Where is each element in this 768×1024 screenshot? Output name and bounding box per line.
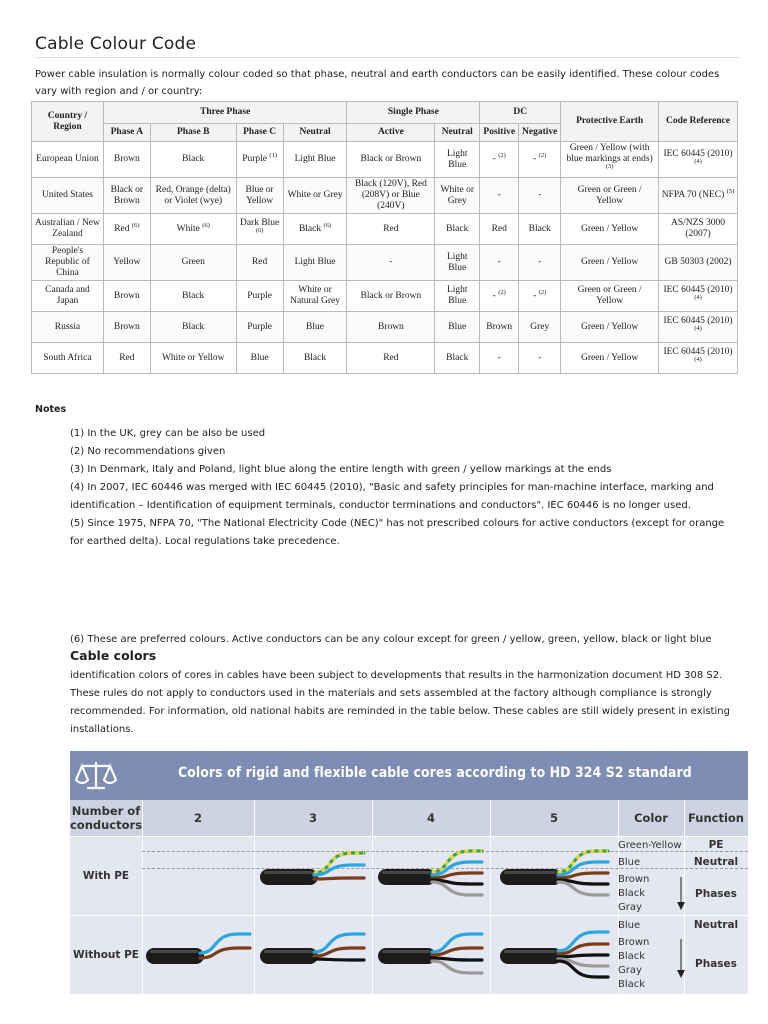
cable-colors-heading: Cable colors bbox=[70, 648, 157, 663]
table-cell-n bbox=[283, 142, 347, 178]
footnote-ref: (4) bbox=[694, 324, 702, 332]
table-cell-n bbox=[283, 343, 347, 374]
cell-text: Black (120V), Red (208V) or Blue (240V) bbox=[354, 179, 427, 211]
wire-brown bbox=[314, 878, 364, 879]
table-cell-active bbox=[347, 312, 435, 343]
colour-code-table bbox=[31, 101, 738, 374]
cable-highlight bbox=[382, 871, 430, 874]
table-cell-a bbox=[103, 281, 150, 312]
table-cell-a bbox=[103, 245, 150, 281]
cell-text: Green / Yellow (with blue markings at ends) bbox=[566, 143, 653, 164]
cell-text: Russia bbox=[54, 321, 81, 332]
cable-highlight bbox=[150, 950, 198, 953]
table-cell-neg bbox=[519, 312, 561, 343]
note-item-6: (6) These are preferred colours. Active conductors can be any colour except for green / yellow, green, yellow, black or light blue bbox=[70, 634, 712, 645]
table-cell-pe bbox=[561, 281, 659, 312]
cell-text: Green or Green / Yellow bbox=[577, 285, 642, 306]
header-neutral-single: Neutral bbox=[435, 124, 480, 142]
cell-text: White or Yellow bbox=[161, 352, 225, 363]
cell-text: Blue bbox=[306, 321, 324, 332]
footnote-ref: (5) bbox=[726, 187, 735, 195]
header-code-reference: Code Reference bbox=[659, 102, 738, 142]
table-row bbox=[32, 281, 738, 312]
table-cell-n1 bbox=[435, 142, 480, 178]
table-cell-pos bbox=[480, 245, 519, 281]
table-cell-country bbox=[32, 343, 104, 374]
table-cell-n1 bbox=[435, 245, 480, 281]
notes-heading: Notes bbox=[35, 404, 67, 415]
cell-text: Black bbox=[303, 352, 327, 363]
cell-text: Blue or Yellow bbox=[245, 184, 274, 206]
table-cell-pos bbox=[480, 343, 519, 374]
color-green-yellow: Green-Yellow bbox=[618, 840, 682, 851]
function-neutral: Neutral bbox=[693, 856, 739, 868]
table-row bbox=[32, 142, 738, 178]
table-cell-active bbox=[347, 281, 435, 312]
table-cell-code bbox=[659, 281, 738, 312]
cell-text: Green bbox=[181, 257, 205, 267]
cell-text: Green / Yellow bbox=[580, 321, 639, 332]
function-neutral: Neutral bbox=[693, 919, 739, 931]
table-cell-n1 bbox=[435, 343, 480, 374]
note-item: (1) In the UK, grey can be also be used bbox=[70, 428, 266, 439]
table-cell-country bbox=[32, 312, 104, 343]
table-cell-c bbox=[236, 281, 283, 312]
header-4: 4 bbox=[426, 811, 435, 825]
cell-text: - bbox=[492, 154, 496, 164]
table-cell-b bbox=[150, 142, 236, 178]
cell-text: - bbox=[533, 290, 537, 301]
table-cell-a bbox=[103, 312, 150, 343]
table-cell-c bbox=[236, 312, 283, 343]
note-item: (3) In Denmark, Italy and Poland, light blue along the entire length with green / yellow markings at the ends bbox=[70, 464, 612, 475]
table-cell-pos bbox=[480, 178, 519, 214]
table-cell-active bbox=[347, 142, 435, 178]
cell-text: Brown bbox=[113, 290, 140, 301]
footnote-ref: (2) bbox=[498, 151, 506, 159]
cell-text: Blue bbox=[448, 321, 467, 332]
cell-text: United States bbox=[41, 190, 93, 200]
table-cell-b bbox=[150, 312, 236, 343]
cell-text: Red bbox=[383, 352, 399, 363]
footnote-ref: (6) bbox=[131, 221, 140, 229]
cell-text: Green / Yellow bbox=[580, 352, 639, 363]
cell-text: Purple bbox=[247, 321, 273, 332]
cell-text: NFPA 70 (NEC) bbox=[661, 190, 725, 200]
header-2: 2 bbox=[193, 811, 202, 825]
cell-text: Red, Orange (delta) or Violet (wye) bbox=[155, 184, 231, 206]
cell-text: Canada and Japan bbox=[45, 285, 90, 306]
table-cell-a bbox=[103, 343, 150, 374]
figure-title: Colors of rigid and flexible cable cores according to HD 324 S2 standard bbox=[178, 765, 692, 781]
header-country: Country / Region bbox=[32, 102, 104, 142]
footnote-ref: (3) bbox=[605, 162, 614, 170]
footnote-ref: (2) bbox=[538, 151, 547, 159]
cell-text: - bbox=[538, 352, 542, 363]
cell-text: South Africa bbox=[43, 352, 92, 363]
table-cell-active bbox=[347, 343, 435, 374]
footnote-ref: (6) bbox=[255, 226, 264, 234]
cell-text: Red bbox=[383, 223, 399, 234]
cell-text: Green / Yellow bbox=[580, 257, 639, 267]
table-cell-neg bbox=[519, 214, 561, 245]
header-neutral: Neutral bbox=[283, 124, 347, 142]
cell-text: People's Republic of China bbox=[45, 246, 90, 278]
table-cell-c bbox=[236, 214, 283, 245]
cell-text: Light Blue bbox=[446, 285, 468, 306]
footnote-ref: (6) bbox=[323, 221, 332, 229]
cell-text: Black bbox=[182, 154, 205, 164]
header-3: 3 bbox=[308, 811, 317, 825]
table-cell-neg bbox=[519, 245, 561, 281]
note-item: (4) In 2007, IEC 60446 was merged with IEC 60445 (2010), "Basic and safety principles for man-machine interface, marking and identification – Identification of equipment terminals, conductor terminations and conductors". IEC 60446 is no longer used. bbox=[70, 482, 714, 511]
header-5: 5 bbox=[549, 811, 558, 825]
wire-black bbox=[314, 959, 364, 960]
table-cell-active bbox=[347, 214, 435, 245]
table-cell-pe bbox=[561, 178, 659, 214]
footnote-ref: (1) bbox=[269, 151, 277, 159]
table-cell-b bbox=[150, 214, 236, 245]
cable-highlight bbox=[264, 871, 312, 874]
cell-text: - bbox=[538, 190, 542, 200]
footnote-ref: (2) bbox=[498, 288, 506, 296]
table-cell-pe bbox=[561, 245, 659, 281]
header-phase-c: Phase C bbox=[236, 124, 283, 142]
header-single-phase: Single Phase bbox=[347, 102, 480, 124]
cell-text: Red bbox=[114, 223, 130, 234]
table-cell-code bbox=[659, 142, 738, 178]
cell-text: Green / Yellow bbox=[580, 223, 639, 234]
color-brown: Brown bbox=[618, 937, 650, 948]
title-divider bbox=[35, 57, 740, 58]
cell-text: - bbox=[538, 257, 542, 267]
color-brown: Brown bbox=[618, 874, 650, 885]
table-cell-n bbox=[283, 178, 347, 214]
footnote-ref: (6) bbox=[202, 221, 210, 229]
table-cell-country bbox=[32, 178, 104, 214]
table-cell-n1 bbox=[435, 312, 480, 343]
footnote-ref: (4) bbox=[694, 355, 702, 363]
cell-text: - bbox=[389, 257, 393, 267]
table-cell-n1 bbox=[435, 281, 480, 312]
footnote-ref: (4) bbox=[694, 293, 702, 301]
cell-text: Red bbox=[251, 257, 268, 267]
row-label-without-pe: Without PE bbox=[73, 949, 139, 961]
header-three-phase: Three Phase bbox=[103, 102, 347, 124]
header-active: Active bbox=[347, 124, 435, 142]
cable-colors-paragraph: identification colors of cores in cables have been subject to developments that results in the harmonization document HD 308 S2. These rules do not apply to conductors used in the materials and sets assembled at the factory although compliance is strongly recommended. For information, old national habits are reminded in the table below. These cables are still widely present in existing installations. bbox=[70, 670, 730, 735]
cell-text: White or Grey bbox=[440, 184, 475, 206]
color-blue: Blue bbox=[618, 857, 641, 868]
table-cell-n1 bbox=[435, 214, 480, 245]
cell-text: Black or Brown bbox=[360, 154, 422, 164]
header-color: Color bbox=[634, 811, 668, 825]
color-gray: Gray bbox=[618, 902, 642, 913]
notes-list bbox=[70, 425, 735, 551]
table-cell-neg bbox=[519, 142, 561, 178]
note-item: (5) Since 1975, NFPA 70, "The National Electricity Code (NEC)" has not prescribed colours for active conductors (except for orange for earthed delta). Local regulations take precedence. bbox=[70, 518, 725, 547]
header-positive: Positive bbox=[480, 124, 519, 142]
table-cell-c bbox=[236, 178, 283, 214]
table-cell-pos bbox=[480, 142, 519, 178]
color-black: Black bbox=[618, 979, 646, 990]
footnote-ref: (2) bbox=[538, 288, 547, 296]
cell-text: - bbox=[497, 352, 501, 363]
function-phases: Phases bbox=[695, 888, 737, 900]
cell-text: Grey bbox=[530, 321, 550, 332]
cell-text: Black or Brown bbox=[110, 184, 144, 206]
table-cell-code bbox=[659, 214, 738, 245]
color-black: Black bbox=[618, 951, 646, 962]
table-cell-b bbox=[150, 343, 236, 374]
table-cell-active bbox=[347, 245, 435, 281]
note-item: (2) No recommendations given bbox=[70, 446, 226, 457]
footnote-ref: (4) bbox=[694, 157, 702, 165]
cell-text: Dark Blue bbox=[239, 218, 280, 228]
cell-text: AS/NZS 3000 (2007) bbox=[670, 218, 726, 239]
table-cell-n1 bbox=[435, 178, 480, 214]
table-cell-n bbox=[283, 281, 347, 312]
color-gray: Gray bbox=[618, 965, 642, 976]
table-cell-a bbox=[103, 214, 150, 245]
table-cell-code bbox=[659, 343, 738, 374]
table-cell-code bbox=[659, 312, 738, 343]
header-phase-b: Phase B bbox=[150, 124, 236, 142]
wire-gray bbox=[432, 961, 482, 973]
table-cell-country bbox=[32, 214, 104, 245]
cell-text: IEC 60445 (2010) bbox=[663, 347, 733, 357]
cell-text: Black bbox=[182, 290, 205, 301]
cell-text: Brown bbox=[113, 154, 140, 164]
cell-text: IEC 60445 (2010) bbox=[663, 316, 733, 326]
cell-text: Purple bbox=[247, 290, 273, 301]
cell-text: Green or Green / Yellow bbox=[577, 184, 642, 206]
table-cell-pos bbox=[480, 214, 519, 245]
cell-text: Black or Brown bbox=[360, 290, 422, 301]
table-cell-b bbox=[150, 178, 236, 214]
table-row bbox=[32, 245, 738, 281]
cell-text: European Union bbox=[36, 154, 99, 164]
header-negative: Negative bbox=[519, 124, 561, 142]
table-cell-pe bbox=[561, 214, 659, 245]
row-label-with-pe: With PE bbox=[82, 870, 130, 882]
table-cell-code bbox=[659, 245, 738, 281]
cell-text: GB 50303 (2002) bbox=[664, 257, 732, 267]
cell-text: - bbox=[533, 154, 537, 164]
table-cell-c bbox=[236, 245, 283, 281]
table-cell-active bbox=[347, 178, 435, 214]
table-cell-a bbox=[103, 142, 150, 178]
table-cell-b bbox=[150, 245, 236, 281]
cell-text: Blue bbox=[250, 352, 269, 363]
function-phases: Phases bbox=[695, 958, 737, 970]
cell-text: Light Blue bbox=[446, 251, 468, 273]
table-row bbox=[32, 214, 738, 245]
table-cell-n bbox=[283, 214, 347, 245]
cable-illustrations bbox=[70, 751, 748, 994]
cell-text: Light Blue bbox=[294, 257, 336, 267]
cell-text: Brown bbox=[377, 321, 404, 332]
table-cell-country bbox=[32, 142, 104, 178]
table-cell-neg bbox=[519, 281, 561, 312]
header-phase-a: Phase A bbox=[103, 124, 150, 142]
table-cell-pos bbox=[480, 312, 519, 343]
cell-text: - bbox=[497, 190, 501, 200]
cell-text: - bbox=[497, 257, 501, 267]
table-cell-pe bbox=[561, 343, 659, 374]
table-cell-a bbox=[103, 178, 150, 214]
table-cell-neg bbox=[519, 343, 561, 374]
table-cell-n bbox=[283, 245, 347, 281]
header-number-of-conductors: Number of conductors bbox=[69, 804, 143, 832]
table-cell-b bbox=[150, 281, 236, 312]
cell-text: Red bbox=[119, 352, 135, 363]
table-row bbox=[32, 343, 738, 374]
cell-text: Red bbox=[491, 223, 507, 234]
table-cell-code bbox=[659, 178, 738, 214]
cell-text: Black bbox=[182, 321, 205, 332]
cell-text: Black bbox=[298, 223, 322, 234]
color-blue: Blue bbox=[618, 920, 641, 931]
page-title: Cable Colour Code bbox=[35, 34, 197, 54]
wire-black bbox=[558, 955, 608, 957]
cell-text: White bbox=[176, 223, 200, 234]
table-cell-country bbox=[32, 245, 104, 281]
cable-highlight bbox=[504, 871, 556, 874]
table-cell-pe bbox=[561, 312, 659, 343]
header-function: Function bbox=[687, 811, 744, 825]
wire-blue bbox=[558, 932, 608, 951]
cell-text: Brown bbox=[486, 321, 513, 332]
cell-text: Australian / New Zealand bbox=[34, 218, 100, 239]
cell-text: Light Blue bbox=[446, 148, 468, 170]
table-cell-country bbox=[32, 281, 104, 312]
table-cell-pos bbox=[480, 281, 519, 312]
cell-text: Light Blue bbox=[294, 154, 336, 164]
cell-text: Purple bbox=[242, 154, 268, 164]
cell-text: Yellow bbox=[113, 257, 141, 267]
cell-text: White or Natural Grey bbox=[290, 285, 340, 306]
cell-text: IEC 60445 (2010) bbox=[663, 148, 733, 159]
intro-paragraph: Power cable insulation is normally colour coded so that phase, neutral and earth conductors can be easily identified. These colour codes vary with region and / or country: bbox=[35, 69, 720, 97]
cell-text: IEC 60445 (2010) bbox=[663, 285, 733, 295]
cable-highlight bbox=[264, 950, 312, 953]
table-row bbox=[32, 178, 738, 214]
table-cell-c bbox=[236, 142, 283, 178]
cell-text: Brown bbox=[113, 321, 140, 332]
table-row bbox=[32, 312, 738, 343]
cell-text: Black bbox=[446, 223, 469, 234]
table-cell-pe bbox=[561, 142, 659, 178]
cable-highlight bbox=[382, 950, 430, 953]
cable-cores-figure bbox=[70, 751, 748, 994]
header-dc: DC bbox=[480, 102, 561, 124]
wire-black bbox=[432, 958, 482, 960]
function-pe: PE bbox=[708, 839, 724, 851]
cell-text: - bbox=[492, 290, 496, 301]
cell-text: White or Grey bbox=[287, 190, 343, 200]
cable-highlight bbox=[504, 950, 556, 953]
table-cell-c bbox=[236, 343, 283, 374]
header-protective-earth: Protective Earth bbox=[561, 102, 659, 142]
table-cell-n bbox=[283, 312, 347, 343]
color-black: Black bbox=[618, 888, 646, 899]
table-cell-neg bbox=[519, 178, 561, 214]
cell-text: Black bbox=[446, 352, 469, 363]
cell-text: Black bbox=[528, 223, 551, 234]
